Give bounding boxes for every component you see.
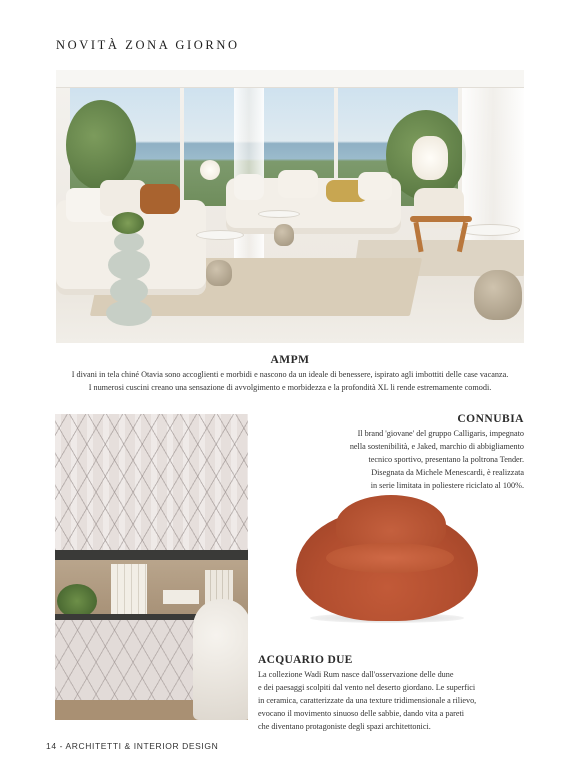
cushion xyxy=(278,170,318,198)
acquario-description xyxy=(258,668,528,733)
stool xyxy=(110,278,148,304)
boucle-seat xyxy=(193,599,248,720)
acquario-line: La collezione Wadi Rum nasce dall'osservazione delle dune xyxy=(258,670,454,679)
ceramic-wall-photo xyxy=(55,414,248,720)
connubia-line: tecnico sportivo, presentano la poltrona Tender. xyxy=(368,455,524,464)
ampm-line: I divani in tela chiné Otavia sono accoglienti e morbidi e nascono da un ideale di benessere, ispirato agli imbottiti delle case vacanza. xyxy=(71,370,509,379)
plant xyxy=(57,584,97,618)
table-base xyxy=(206,260,232,286)
cushion xyxy=(234,174,264,200)
lamp xyxy=(412,136,448,180)
connubia-line: Il brand 'giovane' del gruppo Calligaris, impegnato xyxy=(357,429,524,438)
connubia-line: in serie limitata in poliestere riciclato al 100%. xyxy=(370,481,524,490)
ampm-line: I numerosi cuscini creano una sensazione di avvolgimento e morbidezza e la profondità XL li rende estremamente comodi. xyxy=(88,383,492,392)
tree xyxy=(66,100,136,190)
books xyxy=(111,564,147,614)
acquario-line: e dei paesaggi scolpiti dal vento nel deserto giordano. Le superfici xyxy=(258,683,476,692)
connubia-line: Disegnata da Michele Menescardi, è realizzata xyxy=(371,468,524,477)
acquario-line: in ceramica, caratterizzate da una texture tridimensionale a rilievo, xyxy=(258,696,477,705)
shelf xyxy=(55,550,248,560)
side-table xyxy=(196,230,244,240)
brand-ampm: AMPM xyxy=(270,354,310,366)
connubia-line: nella sostenibilità, e Jaked, marchio di abbigliamento xyxy=(349,442,524,451)
chair-seat xyxy=(326,543,454,573)
cushion xyxy=(140,184,180,214)
tile-pattern xyxy=(55,414,248,550)
table-base xyxy=(274,224,294,246)
section-title: NOVITÀ ZONA GIORNO xyxy=(56,38,240,52)
brand-connubia: CONNUBIA xyxy=(457,413,524,425)
armchair xyxy=(410,188,472,252)
ampm-description xyxy=(56,368,524,394)
acquario-line: che diventano protagoniste degli spazi architettonici. xyxy=(258,722,431,731)
connubia-description xyxy=(284,427,524,492)
stool xyxy=(114,232,144,252)
acquario-line: evocano il movimento sinuoso delle sabbie, dando vita a pareti xyxy=(258,709,464,718)
cushion xyxy=(358,172,392,200)
living-room-photo xyxy=(56,70,524,343)
coffee-table xyxy=(258,210,300,218)
ceiling xyxy=(56,70,524,88)
plant xyxy=(112,212,144,234)
lamp xyxy=(200,160,220,180)
lounge-chair-photo xyxy=(296,495,478,621)
page-footer: 14 - ARCHITETTI & INTERIOR DESIGN xyxy=(46,741,219,751)
brand-acquario-due: ACQUARIO DUE xyxy=(258,654,353,666)
table-base xyxy=(474,270,522,320)
stool xyxy=(108,250,150,280)
books xyxy=(163,590,199,604)
